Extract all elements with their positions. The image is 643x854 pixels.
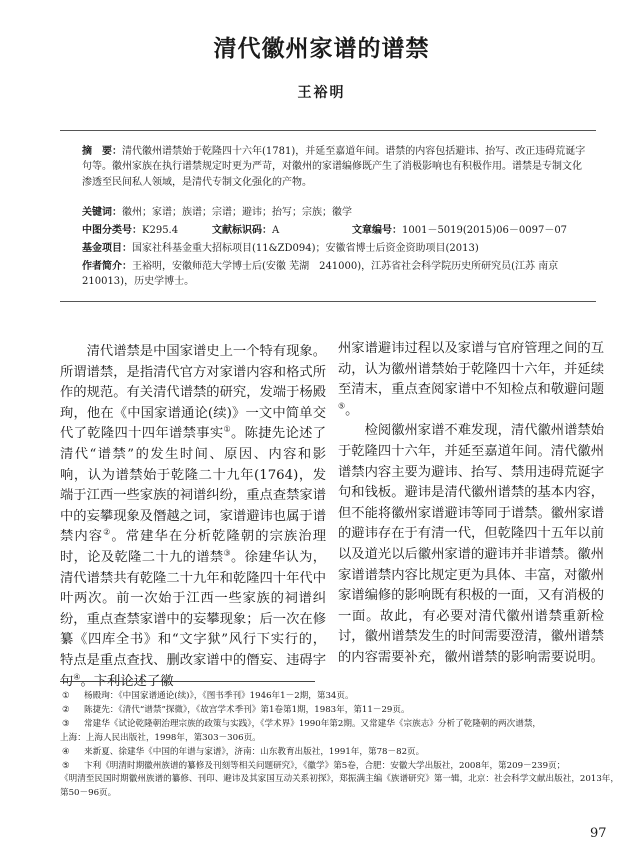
body-column-left xyxy=(60,342,326,692)
body-column-right xyxy=(338,339,604,669)
footnote-3-continued: 上海：上海人民出版社，1998年，第303－306页。 xyxy=(60,732,261,743)
article-number-value: 1001－5019(2015)06－0097－07 xyxy=(402,225,568,236)
article-number-label: 文章编号： xyxy=(352,225,402,236)
footnote-5-continued: 《明清至民国时期徽州族谱的纂修、刊印、避讳及其家国互动关系初探》，郑振满主编《族谱研究》第一辑，北京：社会科学文献出版社，2013年，第50－96页。 xyxy=(60,774,619,799)
intro-paragraph-continued: 州家谱避讳过程以及家谱与官府管理之间的互动，认为徽州谱禁始于乾隆四十六年，并延续至清末，重点查阅家谱中不知检点和敬避问题⑤。 xyxy=(338,341,604,418)
keywords-text: 徽州；家谱；族谱；宗谱；避讳；抬写；宗族；徽学 xyxy=(122,207,352,218)
footnote-ref-3[interactable]: ③ xyxy=(223,548,231,558)
page-number: 97 xyxy=(590,826,607,841)
footnote-5: ⑤ 卞利《明清时期徽州族谱的纂修及刊刻等相关问题研究》，《徽学》第5卷，合肥：安徽大学出版社，2008年，第209－239页； xyxy=(62,760,566,771)
clc-label: 中图分类号： xyxy=(82,225,142,236)
doc-code-label: 文献标识码： xyxy=(212,225,272,236)
abstract-box xyxy=(60,130,596,302)
footnote-1: ① 杨殿珣：《中国家谱通论(续)》，《图书季刊》1946年1－2期，第34页。 xyxy=(62,691,354,701)
page-title: 清代徽州家谱的谱禁 xyxy=(213,36,430,62)
second-paragraph: 检阅徽州家谱不难发现，清代徽州谱禁始于乾隆四十六年，并延至嘉道年间。清代徽州谱禁内容主要为避讳、抬写、禁用违碍荒诞字句和钱板。避讳是清代徽州谱禁的基本内容，但不能将徽州家谱避讳等同于谱禁。徽州家谱的避讳存在于有清一代，但乾隆四十五年以前以及道光以后徽州家谱的避讳并非谱禁。徽州家谱谱禁内容比规定更为具体、丰富，对徽州家谱编修的影响既有积极的一面，又有消极的一面。故此，有必要对清代徽州谱禁重新检讨，徽州谱禁发生的时间需要澄清，徽州谱禁的内容需要补充，徽州谱禁的影响需要说明。 xyxy=(338,423,604,665)
clc-value: K295.4 xyxy=(142,225,179,236)
doc-code-value: A xyxy=(272,225,280,236)
classification-line xyxy=(82,223,590,238)
footnote-ref-2[interactable]: ② xyxy=(103,527,112,537)
abstract-label: 摘 要： xyxy=(82,146,122,157)
bio-label: 作者简介： xyxy=(82,261,132,272)
footnote-3: ③ 常建华《试论乾隆朝治理宗族的政策与实践》，《学术界》1990年第2期。又常建华《宗族志》分析了乾隆朝的两次谱禁， xyxy=(62,718,542,729)
fund-label: 基金项目： xyxy=(82,243,132,254)
footnotes xyxy=(60,690,620,801)
keywords-line xyxy=(82,205,590,220)
footnote-ref-4[interactable]: ④ xyxy=(73,672,81,682)
fund-text: 国家社科基金重大招标项目(11&ZD094)；安徽省博士后资金资助项目(2013) xyxy=(132,243,479,254)
footnote-ref-5[interactable]: ⑤ xyxy=(338,401,346,411)
abstract-text: 清代徽州谱禁始于乾隆四十六年(1781)，并延至嘉道年间。谱禁的内容包括避讳、抬写、改正违碍荒诞字句等。徽州家族在执行谱禁规定时更为严苛，对徽州的家谱编修既产生了消极影响也有积极作用。谱禁是专制文化渗透至民间私人领域，是清代专制文化强化的产物。 xyxy=(82,146,586,188)
intro-paragraph: 清代谱禁是中国家谱史上一个特有现象。所谓谱禁，是指清代官方对家谱内容和格式所作的规范。有关清代谱禁的研究，发端于杨殿珣，他在《中国家谱通论(续)》一文中简单交代了乾隆四十四年谱禁事实①。陈捷先论述了清代“谱禁”的发生时间、原因、内容和影响，认为谱禁始于乾隆二十九年(1764)，发端于江西一些家族的祠谱纠纷，重点查禁家谱中的妄攀现象及僭越之词，家谱避讳也属于谱禁内容②。常建华在分析乾隆朝的宗族治理时，论及乾隆二十九的谱禁③。徐建华认为，清代谱禁共有乾隆二十九年和乾隆四十年代中叶两次。前一次始于江西一些家族的祠谱纠纷，重点查禁家谱中的妄攀现象；后一次在修纂《四库全书》和“文字狱”风行下实行的，特点是重点查找、删改家谱中的僭妄、违碍字句④。卞利论述了徽 xyxy=(60,344,327,689)
abstract xyxy=(82,144,590,190)
footnote-4: ④ 来新夏、徐建华《中国的年谱与家谱》，济南：山东教育出版社，1991年，第78－82页。 xyxy=(62,746,425,757)
author-name: 王裕明 xyxy=(297,85,346,101)
footnote-ref-1[interactable]: ① xyxy=(223,424,231,434)
fund-line xyxy=(82,241,590,256)
author-bio-line xyxy=(82,259,590,290)
footnote-2: ② 陈捷先：《清代“谱禁”探微》，《故宫学术季刊》第1卷第1期，1983年，第11－29页。 xyxy=(62,704,410,715)
bio-text: 王裕明，安徽师范大学博士后(安徽 芜湖 241000)，江苏省社会科学院历史所研究员(江苏 南京 210013)，历史学博士。 xyxy=(82,261,569,288)
keywords-label: 关键词： xyxy=(82,207,122,218)
footnote-divider xyxy=(60,681,315,682)
